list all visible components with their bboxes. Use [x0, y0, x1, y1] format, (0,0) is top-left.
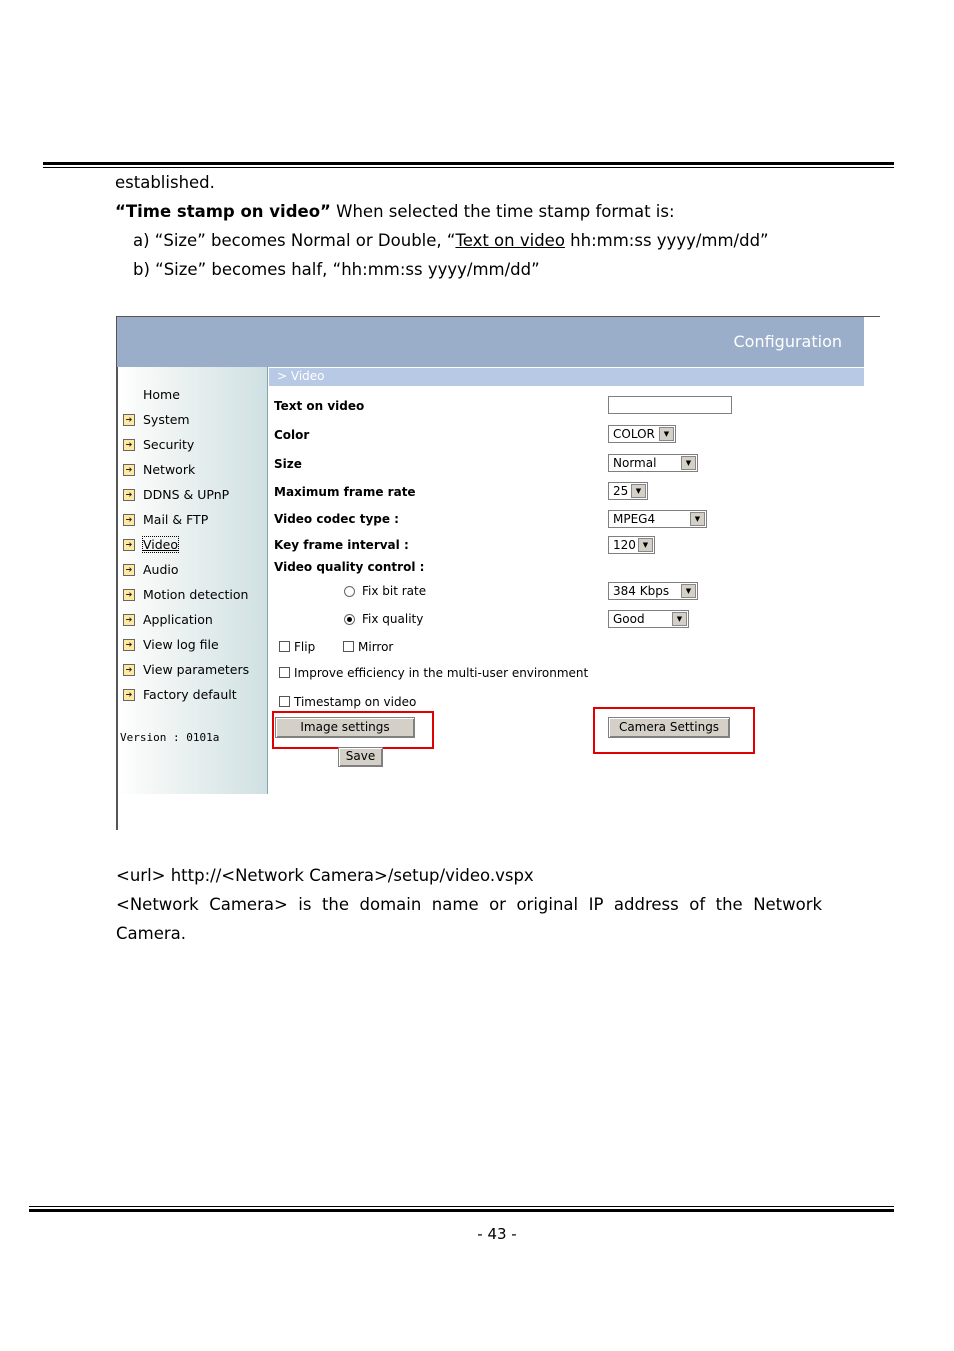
fix-quality-label: Fix quality — [362, 612, 424, 626]
arrow-right-icon: ➔ — [123, 564, 135, 576]
nav-video-label: Video — [143, 537, 179, 552]
dropdown-arrow-icon: ▼ — [690, 512, 705, 526]
arrow-right-icon: ➔ — [123, 489, 135, 501]
page-number: - 43 - — [477, 1225, 517, 1243]
label-key-frame: Key frame interval : — [274, 538, 409, 552]
sidebar-divider — [267, 367, 268, 794]
quality-value: Good — [613, 612, 645, 626]
size-value: Normal — [613, 456, 657, 470]
image-settings-highlight — [272, 711, 434, 749]
nav-application[interactable] — [118, 612, 268, 628]
size-select[interactable] — [608, 454, 698, 472]
nav-params-label: View parameters — [143, 662, 250, 677]
nav-log-label: View log file — [143, 637, 219, 652]
key-frame-value: 120 — [613, 538, 636, 552]
arrow-right-icon: ➔ — [123, 664, 135, 676]
color-value: COLOR — [613, 427, 655, 441]
mirror-checkbox[interactable] — [343, 641, 354, 652]
codec-value: MPEG4 — [613, 512, 656, 526]
section-title: > Video — [277, 369, 325, 383]
label-text-on-video: Text on video — [274, 399, 365, 413]
nav-factory-label: Factory default — [143, 687, 237, 702]
nav-network-label: Network — [143, 462, 196, 477]
doc-item-b: b) “Size” becomes half, “hh:mm:ss yyyy/mm/dd” — [133, 260, 540, 279]
save-button[interactable]: Save — [338, 747, 383, 767]
bottom-rule-thin — [29, 1206, 894, 1207]
bit-rate-value: 384 Kbps — [613, 584, 670, 598]
doc-item-a — [133, 226, 769, 255]
multi-user-checkbox[interactable] — [279, 667, 290, 678]
sidebar — [118, 367, 268, 794]
frame-rate-select[interactable] — [608, 482, 648, 500]
nav-mail[interactable] — [118, 512, 268, 528]
mirror-label: Mirror — [358, 640, 394, 654]
text-on-video-input[interactable] — [608, 396, 732, 414]
arrow-right-icon: ➔ — [123, 639, 135, 651]
header-title: Configuration — [733, 332, 842, 351]
nav-system[interactable] — [118, 412, 268, 428]
arrow-right-icon: ➔ — [123, 414, 135, 426]
nav-audio[interactable] — [118, 562, 268, 578]
image-settings-button[interactable]: Image settings — [275, 717, 415, 738]
timestamp-checkbox[interactable] — [279, 696, 290, 707]
fix-quality-radio[interactable] — [344, 614, 355, 625]
version-text: Version : 0101a — [120, 731, 220, 744]
item-a-post: hh:mm:ss yyyy/mm/dd” — [564, 231, 769, 250]
arrow-right-icon: ➔ — [123, 614, 135, 626]
fix-bit-rate-radio[interactable] — [344, 586, 355, 597]
label-quality-control: Video quality control : — [274, 560, 425, 574]
timestamp-label: Timestamp on video — [294, 695, 417, 709]
nav-security-label: Security — [143, 437, 195, 452]
label-color: Color — [274, 428, 310, 442]
label-codec: Video codec type : — [274, 512, 399, 526]
nav-video[interactable] — [118, 537, 268, 553]
nav-factory[interactable] — [118, 687, 268, 703]
multi-user-label: Improve efficiency in the multi-user environment — [294, 666, 589, 680]
arrow-right-icon: ➔ — [123, 689, 135, 701]
dropdown-arrow-icon: ▼ — [672, 612, 687, 626]
quality-select[interactable] — [608, 610, 689, 628]
config-screenshot — [116, 316, 880, 830]
dropdown-arrow-icon: ▼ — [659, 427, 674, 441]
nav-mail-label: Mail & FTP — [143, 512, 209, 527]
flip-checkbox[interactable] — [279, 641, 290, 652]
doc-line-time-stamp — [115, 197, 675, 226]
nav-network[interactable] — [118, 462, 268, 478]
nav-ddns-label: DDNS & UPnP — [143, 487, 230, 502]
arrow-right-icon: ➔ — [123, 589, 135, 601]
frame-rate-value: 25 — [613, 484, 629, 498]
nav-application-label: Application — [143, 612, 213, 627]
arrow-right-icon: ➔ — [123, 464, 135, 476]
nav-audio-label: Audio — [143, 562, 179, 577]
nav-home-label: Home — [143, 387, 180, 402]
nav-system-label: System — [143, 412, 190, 427]
nav-security[interactable] — [118, 437, 268, 453]
doc-line-established: established. — [115, 173, 215, 192]
color-select[interactable] — [608, 425, 676, 443]
nav-ddns[interactable] — [118, 487, 268, 503]
nav-home[interactable] — [118, 387, 268, 403]
bottom-rule — [29, 1209, 894, 1212]
fix-bit-rate-label: Fix bit rate — [362, 584, 427, 598]
top-rule — [43, 162, 894, 165]
dropdown-arrow-icon: ▼ — [631, 484, 646, 498]
flip-label: Flip — [294, 640, 316, 654]
section-bar — [269, 368, 864, 386]
camera-settings-button[interactable]: Camera Settings — [608, 717, 730, 738]
dropdown-arrow-icon: ▼ — [638, 538, 653, 552]
camera-settings-highlight — [593, 707, 755, 754]
bit-rate-select[interactable] — [608, 582, 698, 600]
item-a-pre: a) “Size” becomes Normal or Double, “ — [133, 231, 456, 250]
nav-params[interactable] — [118, 662, 268, 678]
dropdown-arrow-icon: ▼ — [681, 456, 696, 470]
label-size: Size — [274, 457, 302, 471]
nav-motion-label: Motion detection — [143, 587, 249, 602]
item-a-link: Text on video — [455, 231, 565, 250]
doc-network-camera-line2: Camera. — [116, 924, 186, 943]
dropdown-arrow-icon: ▼ — [681, 584, 696, 598]
arrow-right-icon: ➔ — [123, 539, 135, 551]
doc-network-camera-line: <Network Camera> is the domain name or original IP address of the Network — [116, 895, 823, 914]
doc-url-line: <url> http://<Network Camera>/setup/video.vspx — [116, 866, 534, 885]
time-stamp-term: “Time stamp on video” — [115, 202, 331, 221]
label-max-frame-rate: Maximum frame rate — [274, 485, 416, 499]
time-stamp-description: When selected the time stamp format is: — [330, 202, 675, 221]
nav-log[interactable] — [118, 637, 268, 653]
codec-select[interactable] — [608, 510, 707, 528]
config-header — [117, 317, 864, 367]
arrow-right-icon: ➔ — [123, 439, 135, 451]
key-frame-select[interactable] — [608, 536, 655, 554]
nav-motion[interactable] — [118, 587, 268, 603]
arrow-right-icon: ➔ — [123, 514, 135, 526]
